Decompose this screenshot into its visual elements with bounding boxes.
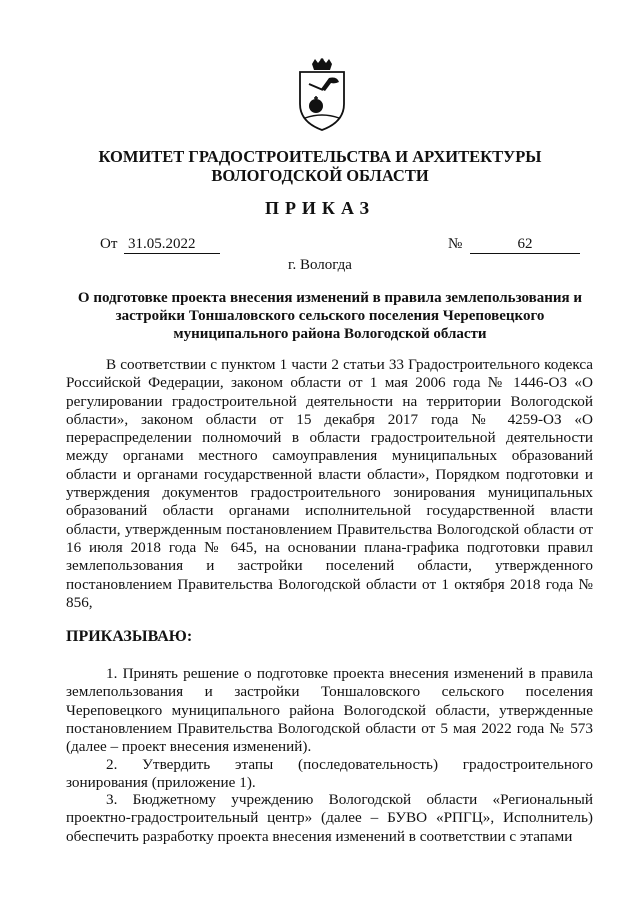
number-label: №: [448, 236, 463, 252]
city-name: г. Вологда: [288, 257, 352, 273]
order-item-2: 2. Утвердить этапы (последовательность) градостроительного зонирования (приложение 1).: [66, 756, 593, 792]
order-item-3: 3. Бюджетному учреждению Вологодской области «Региональный проектно-градостроительный центр» (далее – БУВО «РПГЦ», Исполнитель) обеспечить разработку проекта внесения изменений в соответствии с этапами: [66, 791, 593, 845]
document-date: 31.05.2022: [124, 236, 220, 254]
document-type-title: ПРИКАЗ: [264, 198, 376, 218]
order-item-1: 1. Принять решение о подготовке проекта внесения изменений в правила землепользования и застройки Тоншаловского сельского поселения Череповецкого муниципального района Вологодской области, утвержденные постановлением Правительства Вологодской области от 5 мая 2022 года № 573 (далее – проект внесения изменений).: [66, 665, 593, 756]
org-name-line2: ВОЛОГОДСКОЙ ОБЛАСТИ: [211, 166, 429, 185]
document-subject: О подготовке проекта внесения изменений в правила землепользования и застройки Тоншаловского сельского поселения Череповецкого муниципального района Вологодской области: [77, 290, 583, 342]
order-heading: ПРИКАЗЫВАЮ:: [66, 628, 193, 645]
document-number: 62: [470, 236, 580, 254]
coat-of-arms-icon: [297, 58, 347, 132]
preamble-paragraph: В соответствии с пунктом 1 части 2 статьи 33 Градостроительного кодекса Российской Федерации, законом области от 1 мая 2006 года № 1446-ОЗ «О регулировании градостроительной деятельности на территории Вологодской области», законом области от 15 декабря 2017 года № 4259-ОЗ «О перераспределении полномочий в области градостроительной деятельности между органами местного самоуправления муниципальных образований области и органами государственной власти области», Порядком подготовки и утверждения документов градостроительного зонирования муниципальных образований области органами исполнительной государственной власти области, утвержденным постановлением Правительства Вологодской области от 16 июля 2018 года № 645, на основании плана-графика подготовки правил землепользования и застройки поселений области, утвержденного постановлением Правительства Вологодской области от 1 октября 2018 года № 856,: [66, 356, 593, 611]
org-name-line1: КОМИТЕТ ГРАДОСТРОИТЕЛЬСТВА И АРХИТЕКТУРЫ: [98, 147, 542, 166]
date-label: От: [100, 236, 118, 252]
